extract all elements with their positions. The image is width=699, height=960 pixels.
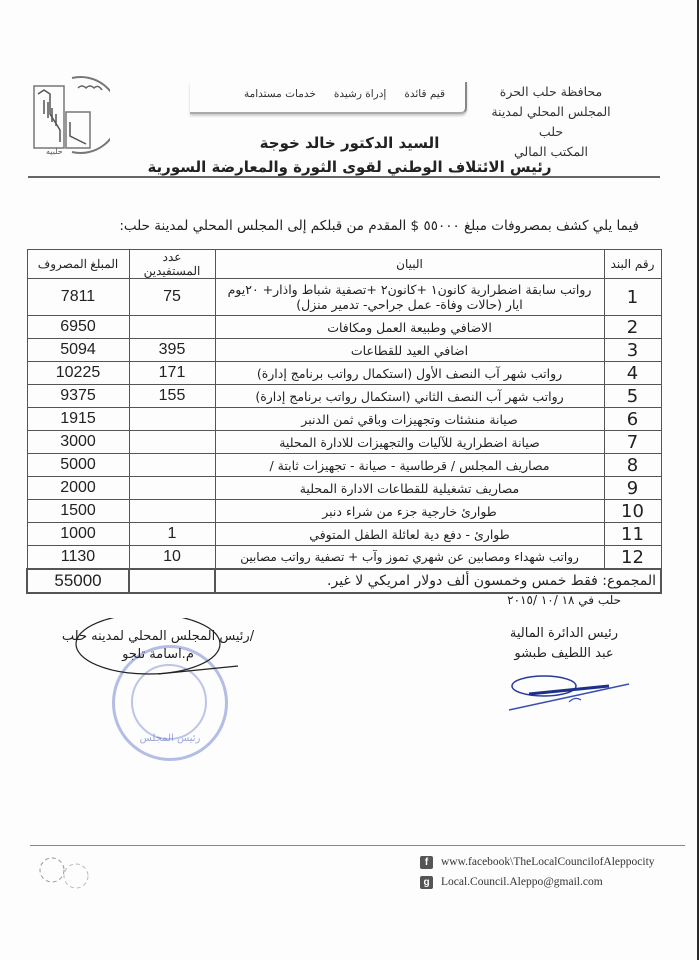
table-row <box>27 454 661 477</box>
amount-cell: 10225 <box>27 362 129 385</box>
description-cell: طوارئ - دفع دية لعائلة الطفل المتوفي <box>215 523 604 546</box>
amount-cell: 9375 <box>27 385 129 408</box>
total-amount: 55000 <box>27 569 129 593</box>
item-number-cell: 9 <box>604 477 661 500</box>
description-cell: رواتب سابقة اضطرارية كانون١ +كانون٢ +تصفية شباط واذار+ ٢٠يوم ايار (حالات وفاة- عمل جراحي- تدمير منزل) <box>215 279 604 316</box>
values-tagline-bar <box>190 82 467 114</box>
table-row <box>27 362 661 385</box>
amount-cell: 1000 <box>27 523 129 546</box>
item-number-cell: 7 <box>604 431 661 454</box>
amount-cell: 5000 <box>27 454 129 477</box>
tag-leading-values: قيم قائدة <box>404 88 445 100</box>
description-cell: رواتب شهر آب النصف الثاني (استكمال رواتب برنامج إدارة) <box>215 385 604 408</box>
table-row <box>27 431 661 454</box>
council-signatory-title: /رئيس المجلس المحلي لمدينه حلب <box>61 629 255 644</box>
description-cell: مصاريف تشغيلية للقطاعات الادارة المحلية <box>215 477 604 500</box>
description-cell: اضافي العيد للقطاعات <box>215 339 604 362</box>
description-cell: رواتب شهداء ومصابين عن شهري تموز وآب + تصفية رواتب مصابين <box>215 546 604 570</box>
finance-signatory-title: رئيس الدائرة المالية <box>509 626 619 641</box>
org-line-council: المجلس المحلي لمدينة حلب <box>491 104 611 139</box>
beneficiaries-cell: 395 <box>129 339 215 362</box>
amount-cell: 3000 <box>27 431 129 454</box>
contact-facebook <box>420 852 655 872</box>
header-beneficiaries: عدد المستفيدين <box>129 250 215 279</box>
beneficiaries-cell: 155 <box>129 385 215 408</box>
description-cell: رواتب شهر آب النصف الأول (استكمال رواتب برنامج إدارة) <box>215 362 604 385</box>
beneficiaries-cell <box>129 477 215 500</box>
amount-cell: 2000 <box>27 477 129 500</box>
addressee-name: السيد الدكتور خالد خوجة <box>259 134 440 152</box>
svg-text:حلبيه: حلبيه <box>46 147 63 156</box>
item-number-cell: 2 <box>604 316 661 339</box>
council-signature-icon <box>58 618 258 688</box>
stamp-text: رئيس المجلس <box>139 733 201 744</box>
item-number-cell: 10 <box>604 500 661 523</box>
footer-divider <box>30 845 685 846</box>
intro-statement: فيما يلي كشف بمصروفات مبلغ ٥٥٠٠٠ $ المقدم من قبلكم إلى المجلس المحلي لمدينة حلب: <box>119 218 639 234</box>
amount-cell: 1915 <box>27 408 129 431</box>
document-date: حلب في ١٨ /١٠ /٢٠١٥ <box>507 593 621 607</box>
facebook-link[interactable]: www.facebook\TheLocalCouncilofAleppocity <box>441 856 655 868</box>
table-row <box>27 500 661 523</box>
council-signatory-name: م.اسامة تلجو <box>122 647 194 662</box>
amount-cell: 1130 <box>27 546 129 570</box>
item-number-cell: 12 <box>604 546 661 570</box>
total-beneficiaries-cell <box>129 569 215 593</box>
total-text: المجموع: فقط خمس وخمسون ألف دولار امريكي لا غير. <box>215 569 661 593</box>
beneficiaries-cell: 1 <box>129 523 215 546</box>
contact-email <box>420 872 655 892</box>
beneficiaries-cell <box>129 316 215 339</box>
amount-cell: 1500 <box>27 500 129 523</box>
description-cell: صيانة اضطرارية للآليات والتجهيزات للادارة المحلية <box>215 431 604 454</box>
item-number-cell: 3 <box>604 339 661 362</box>
council-signature-block <box>58 628 258 664</box>
total-row <box>27 569 661 593</box>
tag-sustainable-services: خدمات مستدامة <box>243 88 316 100</box>
google-plus-icon: g <box>420 876 433 889</box>
item-number-cell: 1 <box>604 279 661 316</box>
addressee-title: رئيس الائتلاف الوطني لقوى الثورة والمعارضة السورية <box>147 158 552 176</box>
expenses-table <box>26 249 662 594</box>
table-row <box>27 477 661 500</box>
tag-good-governance: إدراة رشيدة <box>333 88 387 100</box>
table-row <box>27 523 661 546</box>
beneficiaries-cell <box>129 454 215 477</box>
description-cell: مصاريف المجلس / قرطاسية - صيانة - تجهيزات ثابتة / <box>215 454 604 477</box>
table-row <box>27 408 661 431</box>
beneficiaries-cell <box>129 431 215 454</box>
finance-signature-icon <box>489 664 639 714</box>
item-number-cell: 5 <box>604 385 661 408</box>
table-row <box>27 546 661 570</box>
org-line-governorate: محافظة حلب الحرة <box>499 84 603 99</box>
item-number-cell: 8 <box>604 454 661 477</box>
amount-cell: 7811 <box>27 279 129 316</box>
beneficiaries-cell: 75 <box>129 279 215 316</box>
item-number-cell: 6 <box>604 408 661 431</box>
contact-block <box>420 852 655 892</box>
table-row <box>27 385 661 408</box>
description-cell: صيانة منشئات وتجهيزات وباقي ثمن الدنبر <box>215 408 604 431</box>
item-number-cell: 11 <box>604 523 661 546</box>
email-link[interactable]: Local.Council.Aleppo@gmail.com <box>441 876 603 888</box>
table-row <box>27 316 661 339</box>
table-row <box>27 279 661 316</box>
beneficiaries-cell <box>129 500 215 523</box>
beneficiaries-cell: 10 <box>129 546 215 570</box>
beneficiaries-cell: 171 <box>129 362 215 385</box>
table-row <box>27 339 661 362</box>
description-cell: الاضافي وطبيعة العمل ومكافات <box>215 316 604 339</box>
pen-marks-icon <box>36 854 96 898</box>
org-line-office: المكتب المالي <box>514 144 588 159</box>
amount-cell: 6950 <box>27 316 129 339</box>
item-number-cell: 4 <box>604 362 661 385</box>
header-amount: المبلغ المصروف <box>27 250 129 279</box>
amount-cell: 5094 <box>27 339 129 362</box>
header-item-number: رقم البند <box>604 250 661 279</box>
description-cell: طوارئ خارجية جزء من شراء دنبر <box>215 500 604 523</box>
table-header-row <box>27 250 661 279</box>
facebook-icon: f <box>420 856 433 869</box>
header-description: البيان <box>215 250 604 279</box>
finance-signatory-name: عبد اللطيف طبشو <box>514 646 614 661</box>
beneficiaries-cell <box>129 408 215 431</box>
finance-signature-block <box>489 624 639 721</box>
header-divider <box>28 176 660 178</box>
